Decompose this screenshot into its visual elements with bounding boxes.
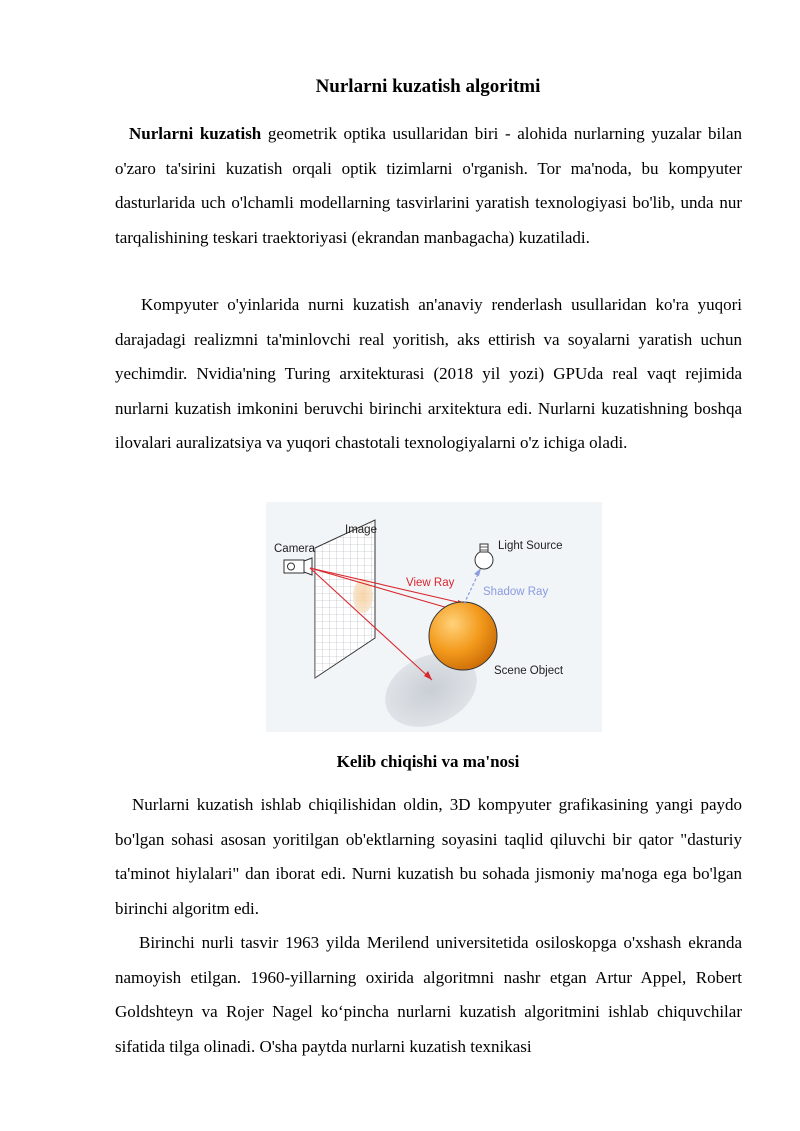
label-shadow-ray: Shadow Ray [483, 586, 549, 598]
label-scene-object: Scene Object [494, 665, 564, 677]
shadow-ray-arrow [474, 568, 481, 576]
label-image: Image [345, 524, 377, 536]
light-source-icon [475, 544, 493, 569]
paragraph-3: Nurlarni kuzatish ishlab chiqilishidan oldin, 3D kompyuter grafikasining yangi paydo bo'lgan sohasi asosan yoritilgan ob'ektlarning soyasini taqlid qiluvchi bir qator "dasturiy ta'minot hiylalari" dan iborat edi. Nurni kuzatish bu sohada jismoniy ma'noga ega bo'lgan birinchi algoritm edi. [115, 795, 742, 918]
camera-icon [284, 558, 312, 575]
projected-object [353, 579, 373, 613]
section-subtitle: Kelib chiqishi va ma'nosi [336, 752, 520, 771]
paragraph-1 [115, 117, 742, 255]
paragraph-2: Kompyuter o'yinlarida nurni kuzatish an'anaviy renderlash usullaridan ko'ra yuqori darajadagi realizmni ta'minlovchi real yoritish, aks ettirish va soyalarni yaratish uchun yechimdir. Nvidia'ning Turing arxitekturasi (2018 yil yozi) GPUda real vaqt rejimida nurlarni kuzatish imkonini beruvchi birinchi arxitektura edi. Nurlarni kuzatishning boshqa ilovalari auralizatsiya va yuqori chastotali texnologiyalarni o'z ichiga oladi. [115, 295, 742, 452]
paragraph-1-text: geometrik optika usullaridan biri - alohida nurlarning yuzalar bilan o'zaro ta'sirini kuzatish orqali optik tizimlarni o'rganish. Tor ma'noda, bu kompyuter dasturlarida uch o'lchamli modellarning tasvirlarini yaratish texnologiyasi bo'lib, unda nur tarqalishining teskari traektoriyasi (ekrandan manbagacha) kuzatiladi. [115, 124, 742, 247]
label-view-ray: View Ray [406, 577, 455, 589]
label-camera: Camera [274, 543, 315, 555]
paragraph-1-bold-term: Nurlarni kuzatish [129, 124, 262, 143]
page-title: Nurlarni kuzatish algoritmi [315, 76, 541, 97]
ray-tracing-diagram [266, 502, 602, 732]
scene-object-sphere [429, 602, 497, 670]
label-light-source: Light Source [498, 540, 563, 552]
paragraph-4: Birinchi nurli tasvir 1963 yilda Merilend universitetida osiloskopga o'xshash ekranda namoyish etilgan. 1960-yillarning oxirida algoritmni nashr etgan Artur Appel, Robert Goldshteyn va Rojer Nagel ko‘pincha nurlarni kuzatish algoritmini ishlab chiquvchilar sifatida tilga olinadi. O'sha paytda nurlarni kuzatish texnikasi [115, 933, 742, 1056]
